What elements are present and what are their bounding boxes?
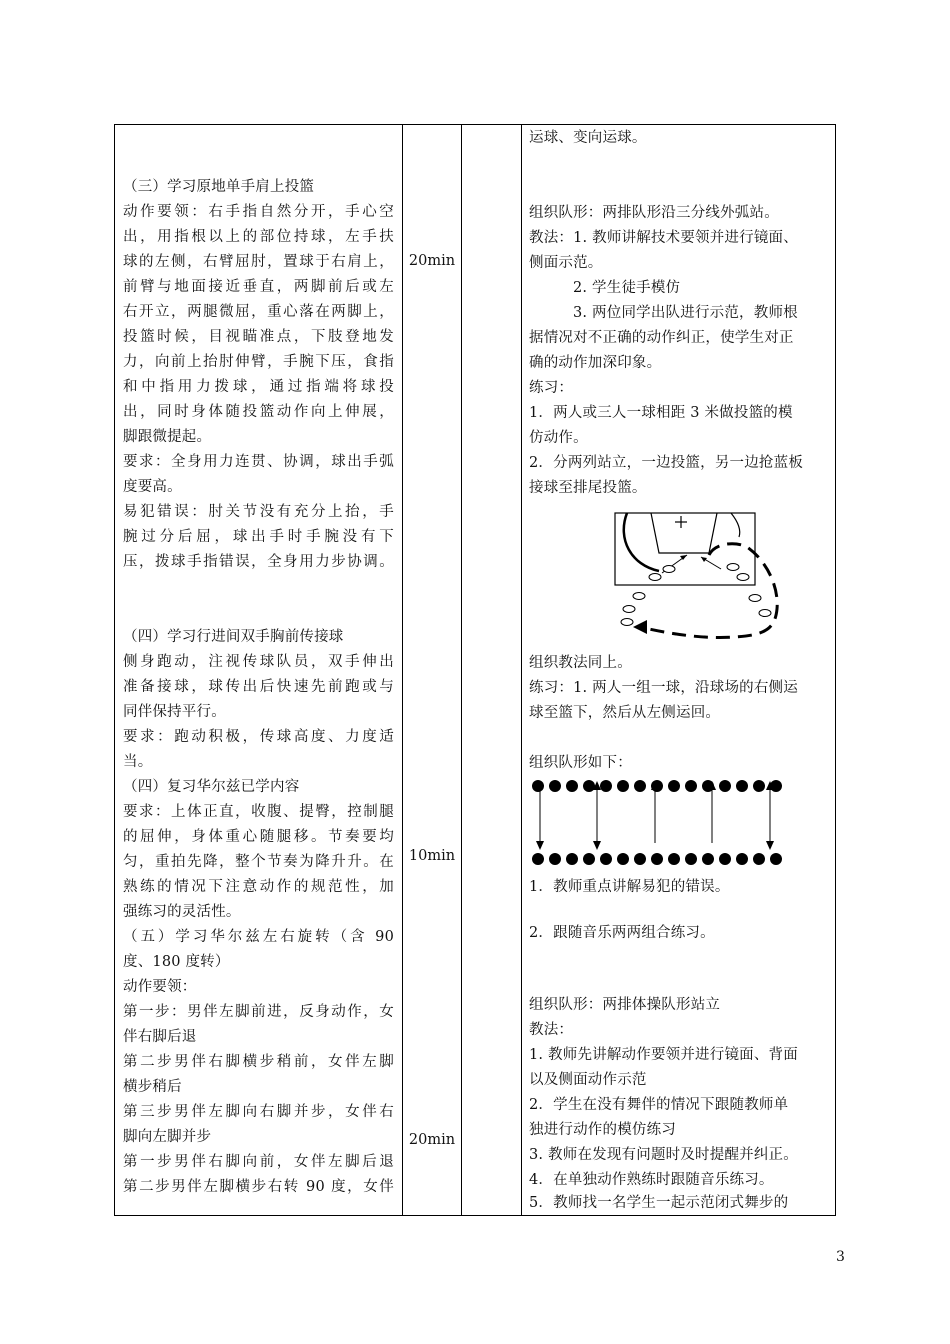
content-line: 第三步男伴左脚向右脚并步，女伴右 xyxy=(123,1104,394,1120)
method-line: 教法： xyxy=(529,1022,574,1038)
content-line: 球的左侧，右臂屈肘，置球于右肩上， xyxy=(123,254,394,270)
time-cell: 20min xyxy=(408,1132,456,1148)
content-line: 投篮时候，目视瞄准点，下肢登地发 xyxy=(123,329,394,345)
method-line: 3. 两位同学出队进行示范，教师根 xyxy=(573,305,798,321)
section-heading-waltz-turn: （五）学习华尔兹左右旋转（含 90 xyxy=(123,929,394,945)
method-line: 据情况对不正确的动作纠正，使学生对正 xyxy=(529,330,794,346)
player-marker xyxy=(663,566,675,573)
method-line: 运球、变向运球。 xyxy=(529,130,647,146)
content-line: 熟练的情况下注意动作的规范性，加 xyxy=(123,879,394,895)
method-line: 1. 教师先讲解动作要领并进行镜面、背面 xyxy=(529,1047,798,1063)
content-line: 出，同时身体随投篮动作向上伸展， xyxy=(123,404,394,420)
three-point-arc xyxy=(731,513,740,537)
shooting-drill-diagram xyxy=(607,509,797,645)
method-line: 1．教师重点讲解易犯的错误。 xyxy=(529,879,730,895)
section-heading-passing: （四）学习行进间双手胸前传接球 xyxy=(123,629,344,645)
content-line: 脚向左脚并步 xyxy=(123,1129,212,1145)
time-cell: 10min xyxy=(408,848,456,864)
time-cell: 20min xyxy=(408,253,456,269)
method-line: 组织队形：两排体操队形站立 xyxy=(529,997,721,1013)
arrow-head-icon xyxy=(633,620,647,634)
method-line: 2．分两列站立，一边投篮，另一边抢蓝板 xyxy=(529,455,804,471)
player-marker xyxy=(737,574,749,581)
content-line: 第一步男伴右脚向前，女伴左脚后退 xyxy=(123,1154,394,1170)
content-line: 和中指用力拨球，通过指端将球投 xyxy=(123,379,394,395)
method-line: 5．教师找一名学生一起示范闭式舞步的 xyxy=(529,1195,789,1211)
content-line: 准备接球，球传出后快速先前跑或与 xyxy=(123,679,394,695)
content-line: 右开立，两腿微屈，重心落在两脚上， xyxy=(123,304,394,320)
method-line: 侧面示范。 xyxy=(529,255,603,271)
content-line: 第二步男伴左脚横步右转 90 度，女伴 xyxy=(123,1179,394,1195)
player-marker xyxy=(649,574,661,581)
three-point-arc xyxy=(624,513,659,571)
content-line: 易犯错误：肘关节没有充分上抬，手 xyxy=(123,504,394,520)
page-number: 3 xyxy=(836,1249,845,1265)
method-line: 独进行动作的模仿练习 xyxy=(529,1122,676,1138)
method-line: 组织教法同上。 xyxy=(529,655,632,671)
content-line: 出，用指根以上的部位持球，左手扶 xyxy=(123,229,394,245)
court-boundary xyxy=(615,513,755,585)
method-column xyxy=(521,125,835,1215)
method-line: 1．两人或三人一球相距 3 米做投篮的模 xyxy=(529,405,793,421)
content-line: 侧身跑动，注视传球队员，双手伸出 xyxy=(123,654,394,670)
method-line: 4．在单独动作熟练时跟随音乐练习。 xyxy=(529,1172,774,1188)
content-line: 的屈伸，身体重心随腿移。节奏要均 xyxy=(123,829,394,845)
content-line: 力，向前上抬肘伸臂，手腕下压，食指 xyxy=(123,354,394,370)
method-line: 练习：1. 两人一组一球，沿球场的右侧运 xyxy=(529,680,798,696)
method-line: 练习： xyxy=(529,380,574,396)
content-line: 横步稍后 xyxy=(123,1079,182,1095)
content-line: 伴右脚后退 xyxy=(123,1029,197,1045)
lesson-plan-table xyxy=(114,124,836,1216)
content-line: 动作要领： xyxy=(123,979,197,995)
method-line: 2. 学生徒手模仿 xyxy=(573,280,681,296)
method-line: 2．学生在没有舞伴的情况下跟随教师单 xyxy=(529,1097,789,1113)
player-marker xyxy=(749,595,761,602)
dribble-path xyxy=(649,544,777,638)
method-line: 组织队形如下： xyxy=(529,755,632,771)
method-line: 仿动作。 xyxy=(529,430,588,446)
player-marker xyxy=(759,610,771,617)
content-line: 当。 xyxy=(123,754,153,770)
player-marker xyxy=(623,606,635,613)
content-line: 第二步男伴右脚横步稍前，女伴左脚 xyxy=(123,1054,394,1070)
content-line: 同伴保持平行。 xyxy=(123,704,226,720)
content-line: 前臂与地面接近垂直，两脚前后或左 xyxy=(123,279,394,295)
player-marker xyxy=(621,619,633,626)
content-column xyxy=(115,125,402,1215)
player-marker xyxy=(727,564,739,571)
content-line: 强练习的灵活性。 xyxy=(123,904,241,920)
method-line: 2．跟随音乐两两组合练习。 xyxy=(529,925,715,941)
method-line: 组织队形：两排队形沿三分线外弧站。 xyxy=(529,205,779,221)
content-line: 第一步：男伴左脚前进，反身动作，女 xyxy=(123,1004,394,1020)
column-divider xyxy=(402,125,403,1215)
method-line: 教法：1. 教师讲解技术要领并进行镜面、 xyxy=(529,230,798,246)
method-line: 以及侧面动作示范 xyxy=(529,1072,647,1088)
formation-diagram xyxy=(529,777,789,869)
content-line: 度、180 度转） xyxy=(123,954,230,970)
section-heading-waltz-review: （四）复习华尔兹已学内容 xyxy=(123,779,300,795)
column-divider xyxy=(461,125,462,1215)
key-lane xyxy=(651,513,717,553)
content-line: 要求：跑动积极，传球高度、力度适 xyxy=(123,729,394,745)
content-line: 度要高。 xyxy=(123,479,182,495)
content-line: 腕过分后屈，球出手时手腕没有下 xyxy=(123,529,394,545)
method-line: 球至篮下，然后从左侧运回。 xyxy=(529,705,721,721)
content-line: 匀，重拍先降，整个节奏为降升升。在 xyxy=(123,854,394,870)
method-line: 确的动作加深印象。 xyxy=(529,355,662,371)
content-line: 压，拨球手指错误，全身用力步协调。 xyxy=(123,554,394,570)
content-line: 脚跟微提起。 xyxy=(123,429,212,445)
content-line: 要求：上体正直，收腹、提臀，控制腿 xyxy=(123,804,394,820)
content-line: 动作要领：右手指自然分开，手心空 xyxy=(123,204,394,220)
pass-arrows xyxy=(540,789,770,843)
player-marker xyxy=(633,593,645,600)
method-line: 3. 教师在发现有问题时及时提醒并纠正。 xyxy=(529,1147,798,1163)
method-line: 接球至排尾投篮。 xyxy=(529,480,647,496)
section-heading-shooting: （三）学习原地单手肩上投篮 xyxy=(123,179,315,195)
bottom-row xyxy=(532,853,782,865)
content-line: 要求：全身用力连贯、协调，球出手弧 xyxy=(123,454,394,470)
